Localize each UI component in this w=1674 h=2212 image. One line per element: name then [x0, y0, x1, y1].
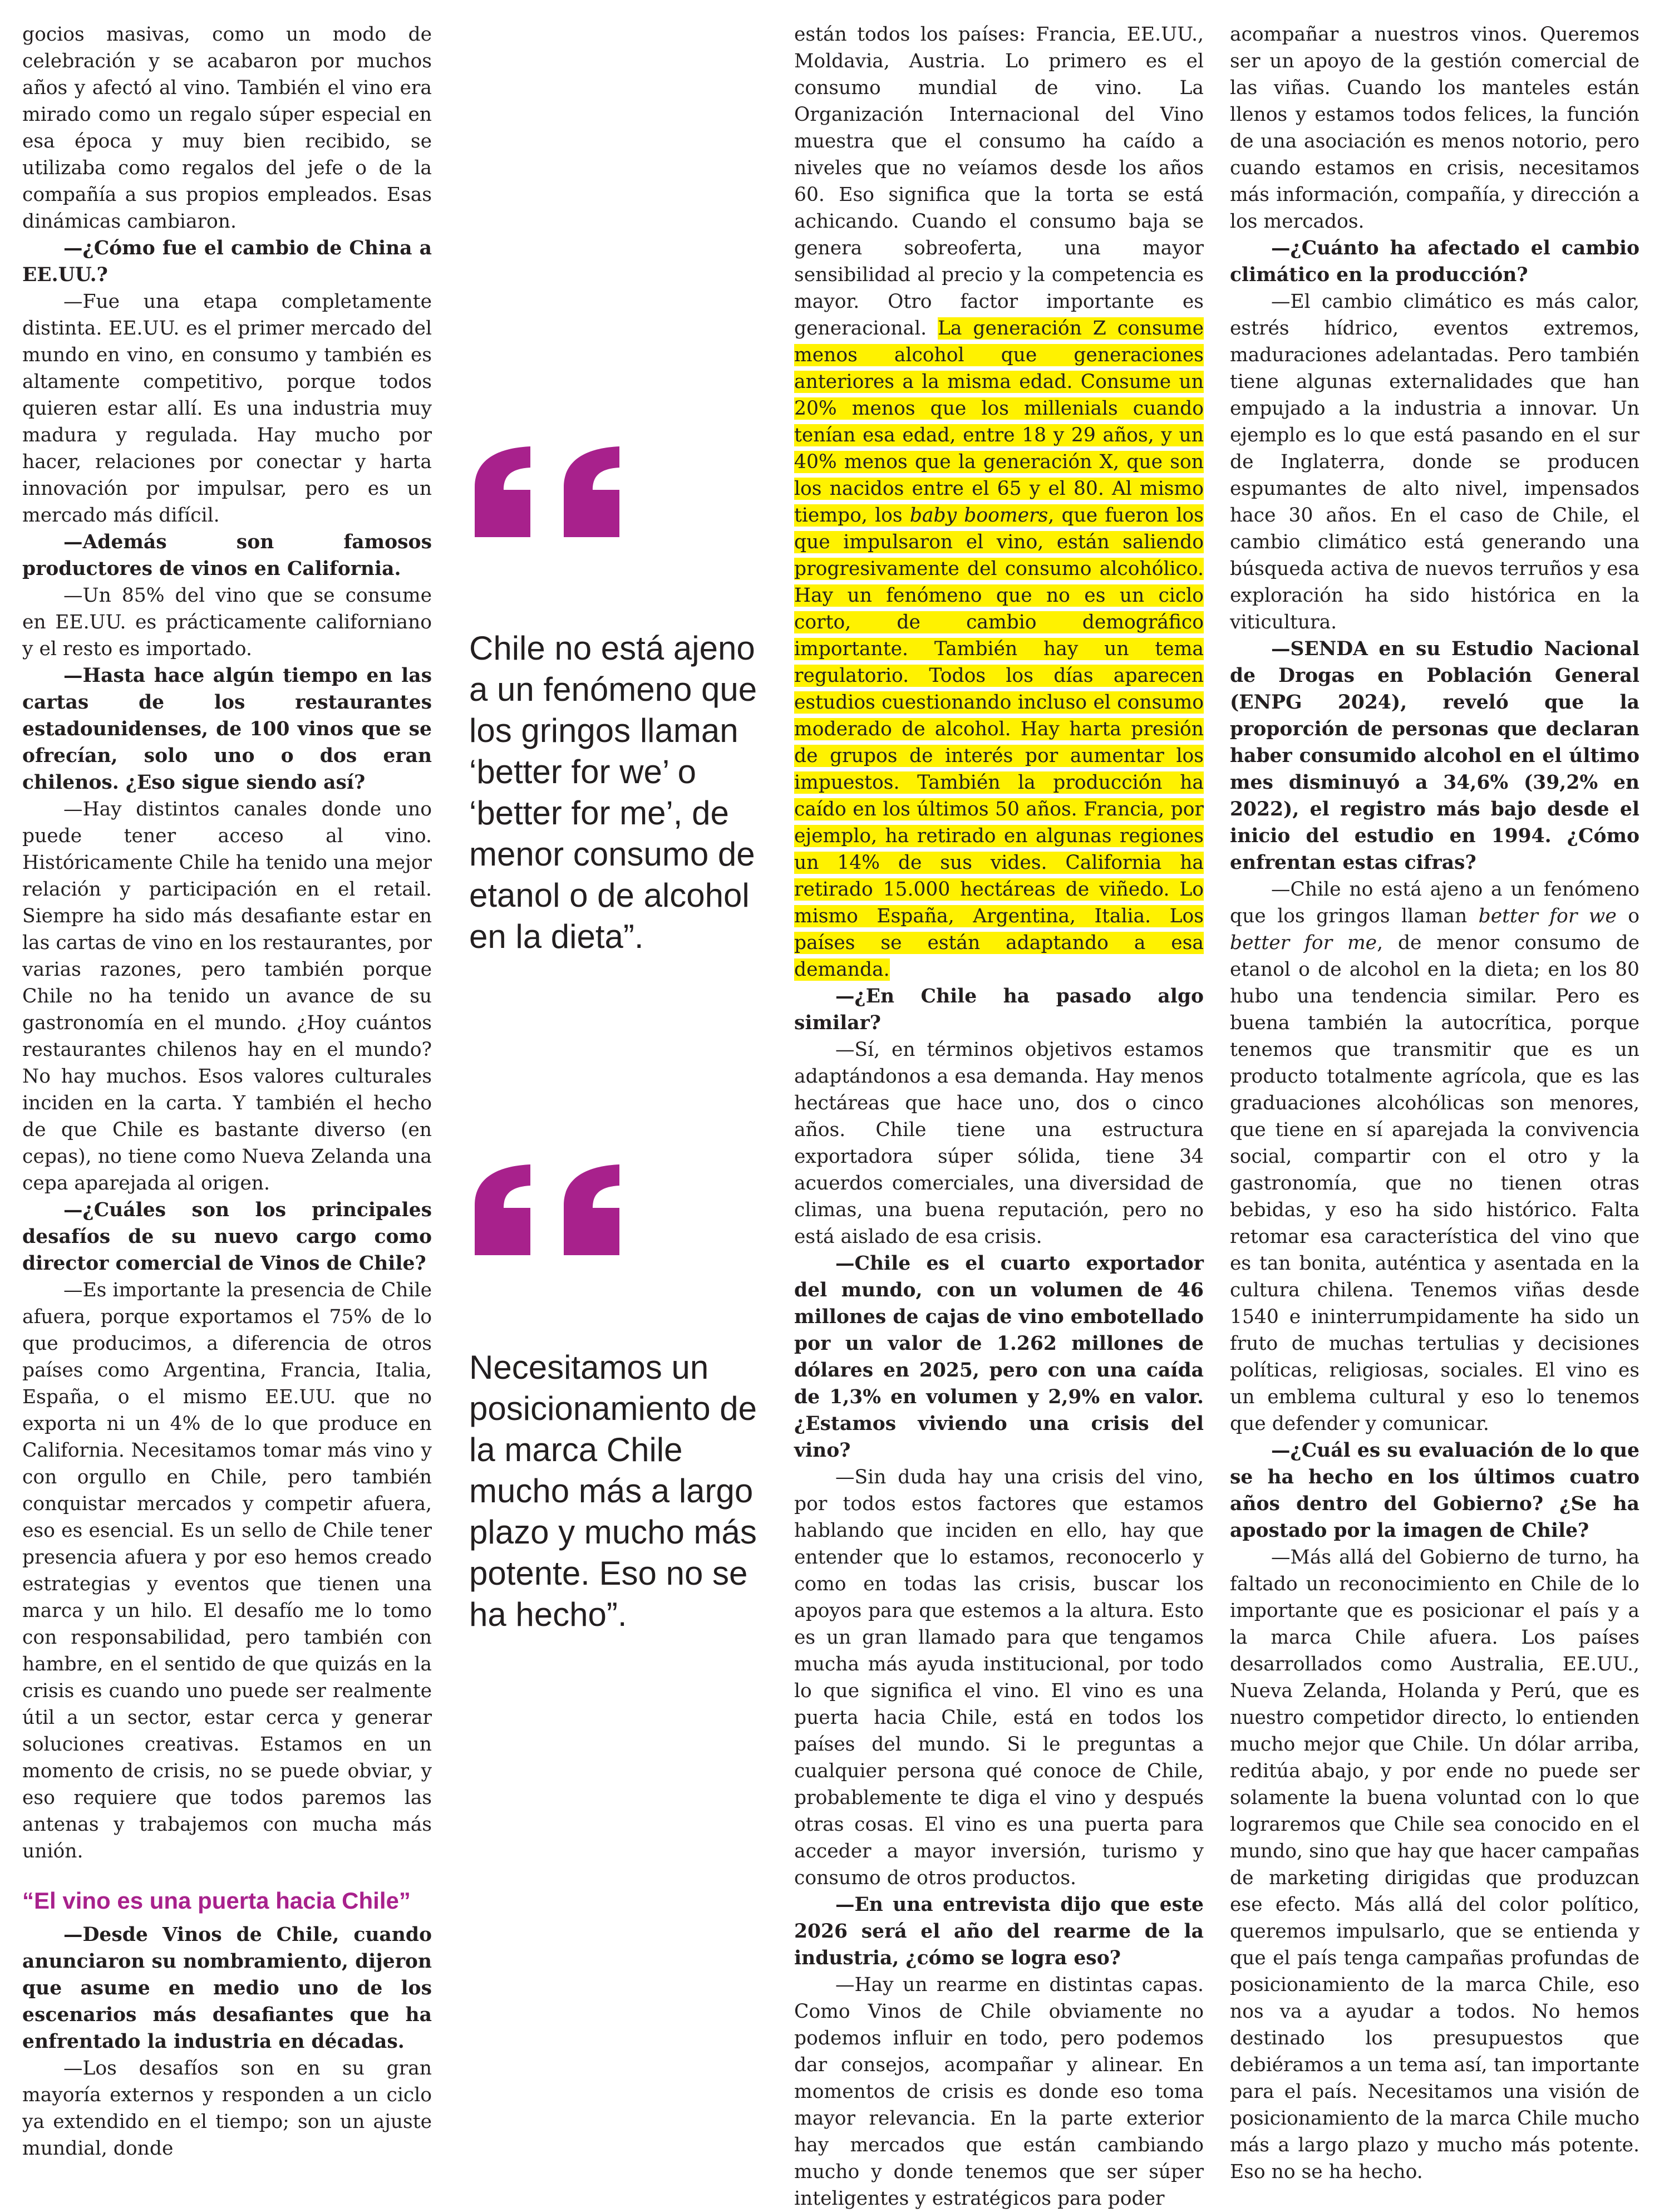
interview-question: —¿Cuál es su evaluación de lo que se ha hecho en los últimos cuatro años dentro del Gobierno? ¿Se ha apostado por la imagen de Chile?: [1230, 1439, 1639, 1542]
paragraph: acompañar a nuestros vinos. Queremos ser un apoyo de la gestión comercial de las viñas. Cuando los manteles están llenos y estamos todos felices, la función de una asociación es menos notorio, pero cuando estamos en crisis, necesitamos más información, compañía, y dirección a los mercados.: [1230, 23, 1639, 233]
interview-question: —SENDA en su Estudio Nacional de Drogas en Población General (ENPG 2024), reveló que la proporción de personas que declaran haber consumido alcohol en el último mes disminuyó a 34,6% (39,2% en 2022), el registro más bajo desde el inicio del estudio en 1994. ¿Cómo enfrentan estas cifras?: [1230, 638, 1639, 874]
interview-answer: —Hay distintos canales donde uno puede tener acceso al vino. Históricamente Chile ha tenido una mejor relación y participación en el retail. Siempre ha sido más desafiante estar en las cartas de vino en los restaurantes, por varias razones, pero también porque Chile no ha tenido un avance de su gastronomía en el mundo. ¿Hoy cuántos restaurantes chilenos hay en el mundo? No hay muchos. Esos valores culturales inciden en la carta. Y también el hecho de que Chile es bastante diverso (en cepas), no tiene como Nueva Zelanda una cepa aparejada al origen.: [22, 798, 432, 1195]
article-column-1: [22, 21, 432, 2162]
interview-answer: —Hay un rearme en distintas capas. Como Vinos de Chile obviamente no podemos influir en todo, pero podemos dar consejos, acompañar y alinear. En momentos de crisis es donde eso toma mayor relevancia. En la parte exterior hay mercados que están cambiando mucho y donde tenemos que ser súper inteligentes y estratégicos para poder: [794, 1974, 1204, 2210]
italic-term: baby boomers: [909, 504, 1048, 527]
interview-answer: —Los desafíos son en su gran mayoría externos y responden a un ciclo ya extendido en el tiempo; son un ajuste mundial, donde: [22, 2057, 432, 2160]
interview-question: —¿En Chile ha pasado algo similar?: [794, 985, 1204, 1034]
pull-quote-2: Necesitamos un posicionamiento de la marca Chile mucho más a largo plazo y mucho más potente. Eso no se ha hecho”.: [469, 1349, 757, 1633]
interview-answer: —Más allá del Gobierno de turno, ha faltado un reconocimiento en Chile de lo importante que es posicionar el país y a la marca Chile afuera. Los países desarrollados como Australia, EE.UU., Nueva Zelanda, Holanda y Perú, que es nuestro competidor directo, lo entienden mucho mejor que Chile. Un dólar arriba, reditúa abajo, y por ende no puede ser solamente la buena voluntad con lo que lograremos que Chile sea conocido en el mundo, sino que hay que hacer campañas de marketing dirigidas que produzcan ese efecto. Más allá del color político, queremos impulsarlo, que se entienda y que el país tenga campañas profundas de posicionamiento de la marca Chile, eso nos va a ayudar a todos. No hemos destinado los presupuestos que debiéramos a un tema así, tan importante para el país. Necesitamos una visión de posicionamiento de la marca Chile mucho más a largo plazo y mucho más potente. Eso no se ha hecho.: [1230, 1546, 1639, 2183]
interview-answer: —Sí, en términos objetivos estamos adaptándonos a esa demanda. Hay menos hectáreas que hace uno, dos o cinco años. Chile tiene una estructura exportadora súper sólida, tiene 34 acuerdos comerciales, una diversidad de climas, una buena reputación, pero no está aislado de esa crisis.: [794, 1039, 1204, 1248]
answer-text: o: [1628, 905, 1640, 927]
italic-term: better for me: [1230, 932, 1377, 954]
paragraph: gocios masivas, como un modo de celebración y se acabaron por muchos años y afectó al vino. También el vino era mirado como un regalo súper especial en esa época y muy bien recibido, se utilizaba como regalos del jefe o de la compañía a sus propios empleados. Esas dinámicas cambiaron.: [22, 23, 432, 233]
pull-quote-1: Chile no está ajeno a un fenómeno que los gringos llaman ‘better for we’ o ‘better for me’, de menor consumo de etanol o de alcohol en la dieta”.: [469, 630, 757, 955]
paragraph-text: están todos los países: Francia, EE.UU., Moldavia, Austria. Lo primero es el consumo mundial de vino. La Organización Internacional del Vino muestra que el consumo ha caído a niveles que no veíamos desde los años 60. Eso significa que la torta se está achicando. Cuando el consumo baja se genera sobreoferta, una mayor sensibilidad al precio y la competencia es mayor. Otro factor importante es generacional.: [794, 23, 1204, 340]
interview-answer: —Fue una etapa completamente distinta. EE.UU. es el primer mercado del mundo en vino, en consumo y también es altamente competitivo, porque todos quieren estar allí. Es una industria muy madura y regulada. Hay mucho por hacer, relaciones por conectar y harta innovación por impulsar, pero es un mercado más difícil.: [22, 291, 432, 527]
interview-question: —Chile es el cuarto exportador del mundo, con un volumen de 46 millones de cajas de vino embotellado por un valor de 1.262 millones de dólares en 2025, pero con una caída de 1,3% en volumen y 2,9% en valor. ¿Estamos viviendo una crisis del vino?: [794, 1252, 1204, 1462]
interview-question: —Además son famosos productores de vinos en California.: [22, 531, 432, 580]
article-column-3: [794, 21, 1204, 2212]
interview-answer: —Un 85% del vino que se consume en EE.UU. es prácticamente californiano y el resto es importado.: [22, 584, 432, 660]
article-column-4: [1230, 21, 1639, 2185]
highlighted-text-part: , que fueron los que impulsaron el vino, están saliendo progresivamente del consumo alcohólico. Hay un fenómeno que no es un ciclo corto, de cambio demográfico importante. También hay un tema regulatorio. Todos los días aparecen estudios cuestionando incluso el consumo moderado de alcohol. Hay harta presión de grupos de interés por aumentar los impuestos. También la producción ha caído en los últimos 50 años. Francia, por ejemplo, ha retirado en algunas regiones un 14% de sus vides. California ha retirado 15.000 hectáreas de viñedo. Lo mismo España, Argentina, Italia. Los países se están adaptando a esa demanda.: [794, 504, 1204, 981]
italic-term: better for we: [1478, 905, 1617, 927]
interview-question: —Hasta hace algún tiempo en las cartas de los restaurantes estadounidenses, de 100 vinos que se ofrecían, solo uno o dos eran chilenos. ¿Eso sigue siendo así?: [22, 665, 432, 794]
highlighted-text: [794, 317, 1204, 981]
interview-question: —En una entrevista dijo que este 2026 será el año del rearme de la industria, ¿cómo se logra eso?: [794, 1894, 1204, 1969]
interview-answer: [1230, 876, 1639, 1437]
interview-answer: —Sin duda hay una crisis del vino, por todos estos factores que estamos hablando que inciden en ello, hay que entender que lo estamos, reconocerlo y como en todas las crisis, buscar los apoyos para que estemos a la altura. Esto es un gran llamado para que tengamos mucha más ayuda institucional, por todo lo que significa el vino. El vino es una puerta hacia Chile, está en todos los países del mundo. Si le preguntas a cualquier persona qué conoce de Chile, probablemente te diga el vino y después otras cosas. El vino es una puerta para acceder a mayor inversión, turismo y consumo de otros productos.: [794, 1466, 1204, 1889]
interview-answer: —Es importante la presencia de Chile afuera, porque exportamos el 75% de lo que producimos, a diferencia de otros países como Argentina, Francia, Italia, España, o el mismo EE.UU. que no exporta ni un 4% de lo que produce en California. Necesitamos tomar más vino y con orgullo en Chile, pero también conquistar mercados y competir afuera, eso es esencial. Es un sello de Chile tener presencia afuera y por eso hemos creado estrategias y eventos que tienen una marca y un hilo. El desafío me lo tomo con responsabilidad, pero también con hambre, en el sentido de que quizás en la crisis es cuando uno puede ser realmente útil a un sector, estar cerca y generar soluciones creativas. Estamos en un momento de crisis, no se puede obviar, y eso requiere que todos paremos las antenas y trabajemos con mucha más unión.: [22, 1279, 432, 1862]
interview-question: —Desde Vinos de Chile, cuando anunciaron su nombramiento, dijeron que asume en medio uno de los escenarios más desafiantes que ha enfrentado la industria en décadas.: [22, 1924, 432, 2053]
open-quote-icon: [469, 445, 636, 540]
section-subheading: “El vino es una puerta hacia Chile”: [22, 1887, 411, 1914]
answer-text: —Chile no está ajeno a un fenómeno que los gringos llaman: [1230, 878, 1639, 927]
interview-question: —¿Cuáles son los principales desafíos de su nuevo cargo como director comercial de Vinos de Chile?: [22, 1199, 432, 1275]
open-quote-icon: [469, 1163, 636, 1258]
paragraph: [794, 21, 1204, 983]
highlighted-text-part: La generación Z consume menos alcohol que generaciones anteriores a la misma edad. Consume un 20% menos que los millenials cuando tenían esa edad, entre 18 y 29 años, y un 40% menos que la generación X, que son los nacidos entre el 65 y el 80. Al mismo tiempo, los: [794, 317, 1204, 527]
answer-text: , de menor consumo de etanol o de alcohol en la dieta; en los 80 hubo una tendencia similar. Pero es buena también la autocrítica, porque tenemos que transmitir que es un producto totalmente agrícola, que es las graduaciones alcohólicas son menores, que tiene en sí aparejada la convivencia social, compartir con el otro y la gastronomía, que no tienen otras bebidas, y eso ha sido histórico. Falta retomar esa característica del vino que es tan bonita, auténtica y asentada en la cultura chilena. Tenemos viñas desde 1540 e ininterrumpidamente ha sido un fruto de muchas tertulias y decisiones políticas, religiosas, sociales. El vino es un emblema cultural y eso lo tenemos que defender y comunicar.: [1230, 932, 1639, 1435]
interview-answer: —El cambio climático es más calor, estrés hídrico, eventos extremos, maduraciones adelantadas. Pero también tiene algunas externalidades que han empujado a la industria a innovar. Un ejemplo es lo que está pasando en el sur de Inglaterra, donde se producen espumantes de alto nivel, impensados hace 30 años. En el caso de Chile, el cambio climático está generando una búsqueda activa de nuevos terruños y esa exploración ha sido histórica en la viticultura.: [1230, 291, 1639, 633]
interview-question: —¿Cómo fue el cambio de China a EE.UU.?: [22, 237, 432, 286]
interview-question: —¿Cuánto ha afectado el cambio climático en la producción?: [1230, 237, 1639, 286]
